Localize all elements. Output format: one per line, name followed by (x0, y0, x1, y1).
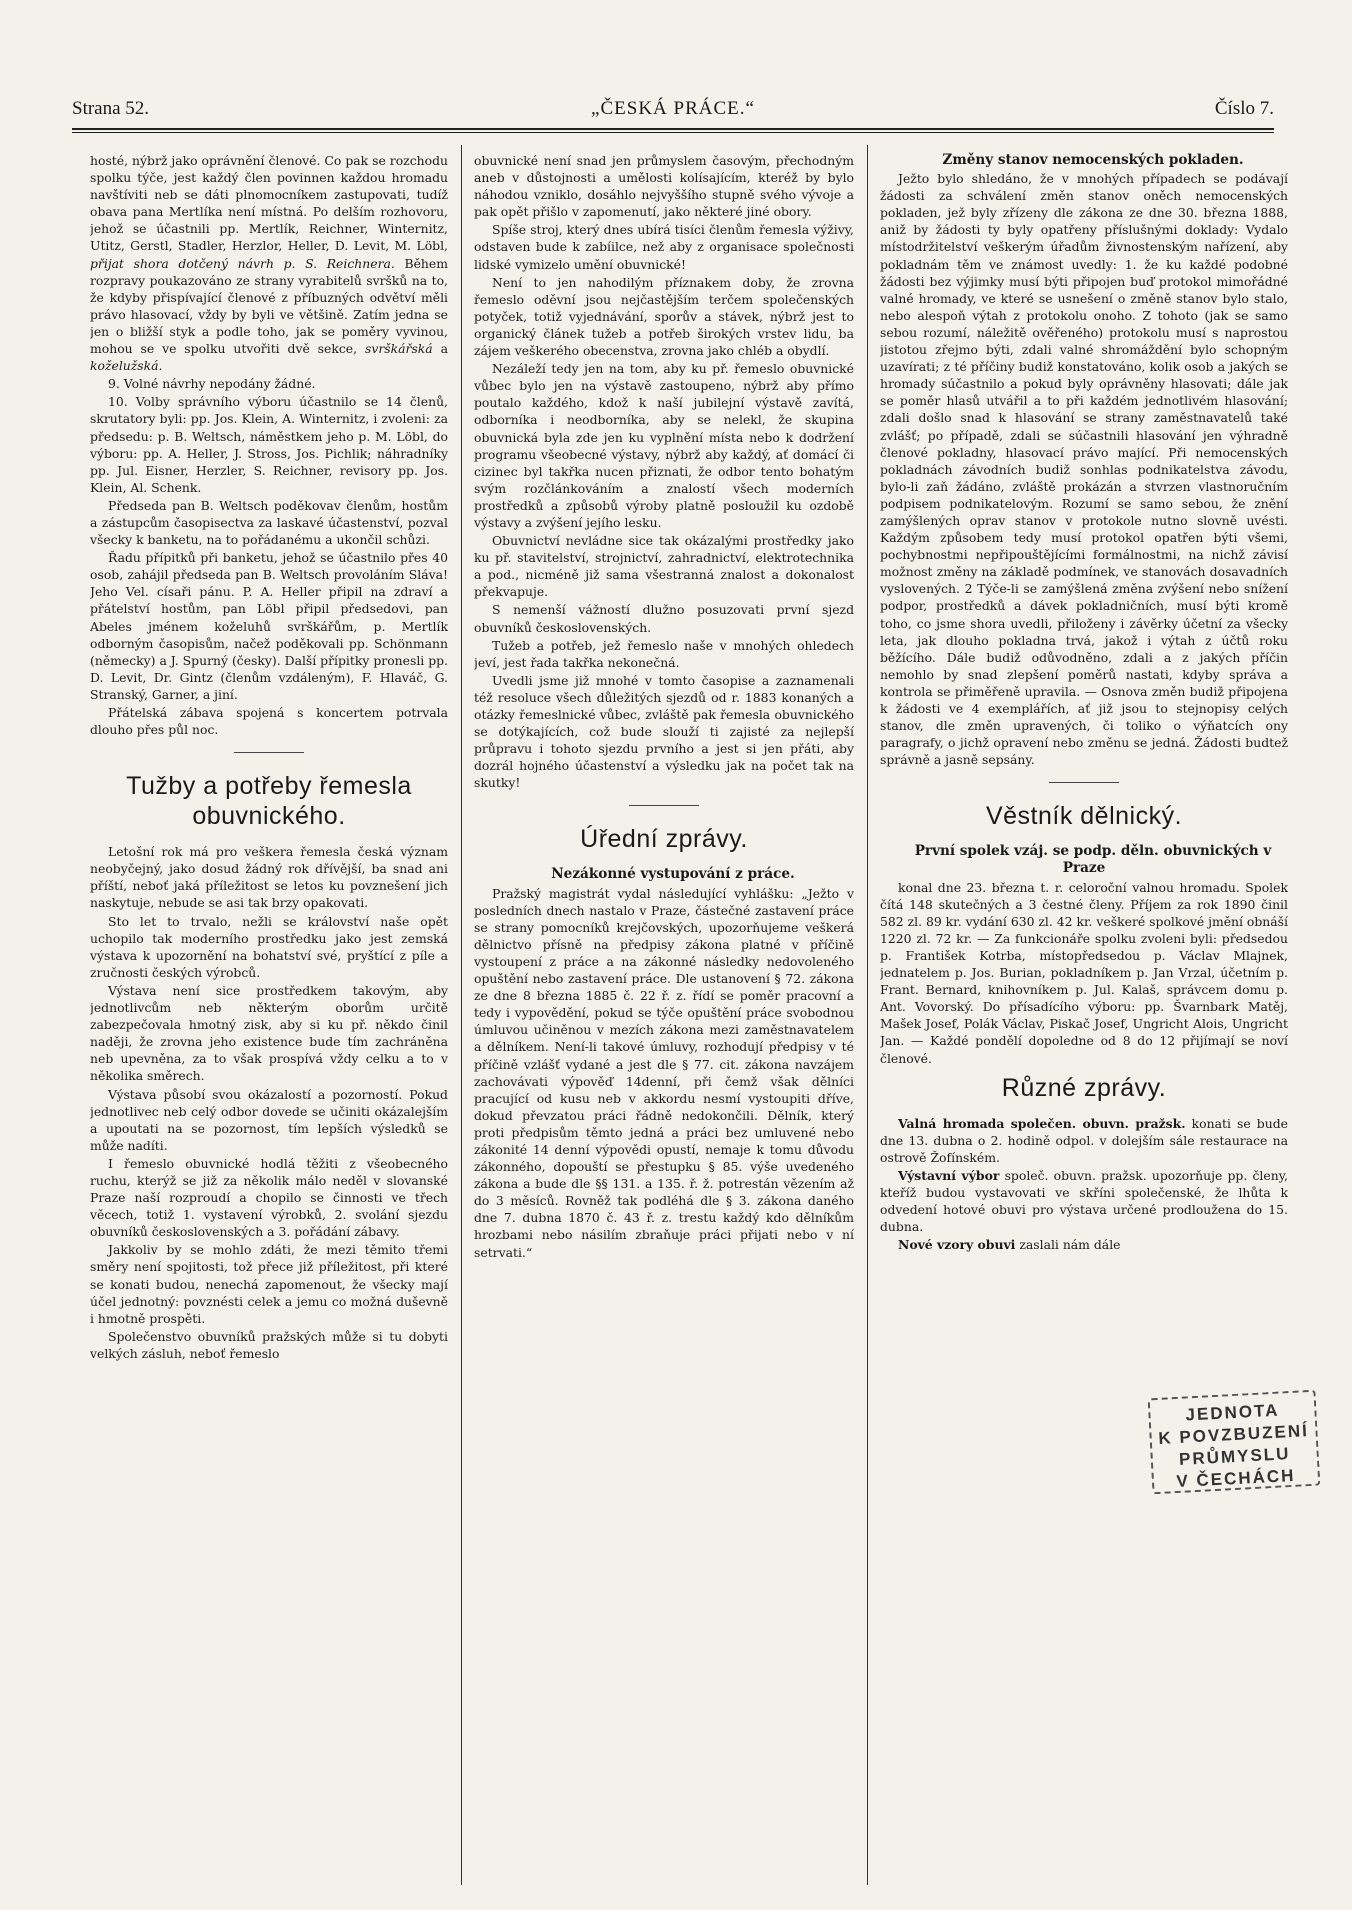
report-paragraph: 9. Volné návrhy nepodány žádné. (108, 376, 316, 392)
header-rule (72, 128, 1274, 130)
column-2 (474, 152, 854, 1882)
report-paragraph: Předseda pan B. Weltsch poděkovav členům, hostům a zástupcům časopisectva za laskavé účastenství, pozval všecky k banketu, na to pořádanému a ukončil schůzi. (90, 497, 448, 548)
section-title-ruzne: Různé zprávy. (1001, 1073, 1167, 1102)
article-title-tuzby: Tužby a potřeby řemesla obuvnického. (126, 772, 412, 831)
article-paragraph: Uvedli jsme již mnohé v tomto časopise a zaznamenali též resoluce všech důležitých sjezdů od r. 1883 konaných a otázky řemeslnické vůbec, zvláště pak řemesla obuvnického se dotýkajících, což bude slouží ti zajisté za nejlepší průpravu i tohoto sjezdu prvního a jest si jen přáti, aby dozrál hojného účastenství a výsledku jak na počet tak na skutky! (474, 672, 854, 791)
article-paragraph: konal dne 23. března t. r. celoroční valnou hromadu. Spolek čítá 148 skutečných a 3 čestné členy. Příjem za rok 1890 činil 582 zl. 89 kr. vydání 630 zl. 42 kr. veškeré spolkové jmění obnáší 1220 zl. 72 kr. — Za funkcionáře spolku zvoleni byli: předsedou p. František Kotrba, místopředsedou p. Václav Mlajnek, jednatelem p. Jos. Burian, pokladníkem p. Jan Vrzal, účetním p. Frant. Bernard, knihovníkem p. Jul. Kalaš, správcem domu p. Ant. Vovorský. Do přísadícího výboru: pp. Švarnbark Matěj, Mašek Josef, Polák Václav, Piskač Josef, Ungricht Alois, Ungricht Jan. — Každé pondělí dopoledne od 8 do 12 přijímají se noví členové. (880, 879, 1288, 1066)
subheading-prvni-spolek: První spolek vzáj. se podp. děln. obuvnických v Praze (914, 843, 1272, 877)
section-separator (629, 805, 699, 806)
section-title-vestnik: Věstník dělnický. (985, 802, 1183, 831)
news-item: Valná hromada společen. obuvn. pražsk. konati se bude dne 13. dubna o 2. hodině odpol. v dolejším sále restaurace na ostrově Žofínském. (880, 1115, 1288, 1165)
section-title-uredni: Úřední zprávy. (580, 825, 748, 854)
article-paragraph: Sto let to trvalo, nežli se království naše opět uchopilo tak moderního prostředku jako jest zemská výstava k upozornění na bohatství své, pryštící z píle a zručnosti českých výrobců. (90, 913, 448, 980)
article-paragraph: Tužeb a potřeb, jež řemeslo naše v mnohých ohledech jeví, jest řada takřka nekonečná. (474, 637, 854, 670)
article-paragraph: obuvnické není snad jen průmyslem časovým, přechodným aneb v důstojnosti a umělosti kolísajícím, kteréž by bylo náhodou vzniklo, dosáhlo nejvyššího stupně svého vývoje a pak opět přišlo v zapomenutí, jako některé jiné obory. (474, 153, 854, 220)
report-paragraph: 10. Volby správního výboru účastnilo se 14 členů, skrutatory byli: pp. Jos. Klein, A. Winternitz, i zvoleni: za předsedu: p. B. Weltsch, náměstkem jeho p. M. Löbl, do výboru: pp. A. Heller, J. Stross, Jos. Pichlik; náhradníky pp. Jul. Eisner, Herzler, S. Reichner, revisory pp. Jos. Klein, Al. Schenk. (90, 394, 448, 495)
stamp-line: PRŮMYSLU (1178, 1444, 1291, 1469)
article-paragraph: Pražský magistrát vydal následující vyhlášku: „Ježto v posledních dnech nastalo v Praze, částečné zastavení práce se strany pomocníků krejčovských, upozorňujeme veškerá dělnictvo přísně na předpisy zákona platné v příčině vystoupení z práce a na zákonné následky nedovoleného opuštění nebo zastavení práce. Dle ustanovení § 72. zákona ze dne 8 března 1885 č. 22 ř. z. řídí se poměr pracovní a tedy i vypovědění, pokud se týče opuštění práce svobodnou úmluvou učiněnou v mezích zákona mezi zaměstnavatelem a dělníkem. Není-li takové úmluvy, rozhodují předpisy v té příčině vzlášť vydané a jest dle § 77. cit. zákona navzájem zachovávati výpověď 14denní, při čemž však dělníci pracující od kusu neb v akkordu nesmí vystoupiti dříve, dokud převzatou práci řádně nedokončili. Dělník, který proti předpisům těmto jedná a práci bez umluvené nebo zákonité 14 denní výpovědi opustí, nemaje k tomu důvodu zákonného, dopouští se přestupku § 85. výše uvedeného zákona a bude dle §§ 131. a 135. ř. ž. potrestán vězením až do 3 měsíců. Rovněž tak podléhá dle § 3. zákona daného dne 7. dubna 1870 č. 43 ř. z. trestu každý kdo dělníkům hrozbami nebo násilím zbraňuje práci přijati nebo v ní setrvati.“ (474, 885, 854, 1260)
journal-title: „ČESKÁ PRÁCE.“ (591, 98, 755, 119)
report-paragraph: Řadu přípitků při banketu, jehož se účastnilo přes 40 osob, zahájil předseda pan B. Weltsch provoláním Sláva! Jeho Vel. císaři pánu. P. A. Heller připil na zdraví a přátelství hostům, pan Löbl připil předsedovi, pan Abeles jménem koželuhů svrškářům, p. Mertlík odborným časopisům, načež poděkovali pp. Schönmann (německy) a J. Spurný (česky). Další přípitky pronesli pp. D. Levit, Dr. Gintz (členům vzdáleným), F. Hlaváč, G. Stranský, Garner, a jiní. (90, 550, 448, 702)
column-1 (90, 152, 448, 1882)
stamp-line: K POVZBUZENÍ (1157, 1421, 1310, 1448)
article-paragraph: I řemeslo obuvnické hodlá těžiti z všeobecného ruchu, kterýž se již za několik málo neděl v slovanské Praze naší rozproudí a chopilo se činnosti ve třech věcech, totiž 1. vystavení výrobků, 2. svolání sjezdu obuvníků československých a 3. pořádání zábavy. (90, 1155, 448, 1240)
article-paragraph: Letošní rok má pro veškera řemesla česká význam neobyčejný, jako dosud žádný rok dřívější, ba snad ani příští, neboť jaká příležitost se letos ku povznešení jich naskytuje, nebude se asi tak brzy opakovati. (90, 844, 448, 911)
issue-number: Číslo 7. (1214, 98, 1274, 119)
library-stamp (1148, 1390, 1321, 1495)
article-paragraph: Ježto bylo shledáno, že v mnohých případech se podávají žádosti za schválení změn stanov oněch nemocenských pokladen, jež byly zřízeny dle zákona ze dne 30. března 1888, aniž by žádosti ty byly opatřeny příslušnými doklady: Vydalo místodržitelství veškerým úřadům živnostenským nařízení, aby pokladnám těm ve známost uvedly: 1. že ku každé podobné žádosti bez výjimky musí býti připojen buď protokol mimořádné valné hromady, ve které se usnešení o změně stanov bylo stalo, nebo alespoň výtah z protokolu onoho. Z tohoto (jak se samo sebou rozumí, náležitě ověřeného) protokolu musí s naprostou jistotou zřejmo býti, zdali valné shromáždění bylo schopným uzavírati; z té příčiny budiž konstatováno, kolik osob a jakých se hromady súčastnilo a pokud byly oprávněny hlasovati; dále jak se poměr hlasů utvářil a to při každém jednotlivém hlasování; zdali došlo snad k hlasování se strany zaměstnavatelů také zvlášť; po případě, zdali se súčastnili hlasování jen výhradně členové pokladny, hlasovací právo mající. Při nemocenských pokladnách závodních budiž sonhlas podnikatelstva závodu, bylo-li zaň žádáno, zvláště prokázán a stvrzen vlastnoručním podpisem podnikatelovým. Rozumí se samo sebou, že znění zamýšlených oprav stanov v protokole nutno slovně uvésti. Každým způsobem tedy musí protokol opatřen býti všemi, pochybnostmi nepřipouštějícími formálnostmi, na nichž závisí možnost změny na základě podmínek, ve stanovách dosavadních vyslovených. 2 Týče-li se zamýšlená změna zvýšení nebo snížení podpor, prostředků a dávek pokladničních, musí býti kromě toho, co jsme shora uvedli, přiloženy i závěrky účetní za všecky leta, jak dlouho pokladna trvá, jakož i výtah z účtů roku běžícího. Dále budiž odůvodněno, zdali a z jakých příčin nemohlo by snad zlepšení poměrů nastati, kdyby správa a kontrola se přiměřeně upravila. — Osnova změn budiž připojena k žádosti ve 4 exemplářích, ať již jsou to stejnopisy celých stanov, dle změn upravených, či toliko o výňatcích ony paragrafy, o jichž opravení nebo změnu se jedná. Žádosti budtež správně a jasně sepsány. (880, 171, 1288, 768)
news-item: Výstavní výbor společ. obuvn. pražsk. upozorňuje pp. členy, kteříž budou vystavovati ve skříni společenské, že lhůta k odvedení hotové obuvi pro výstava určené prodloužena do 15. dubna. (880, 1167, 1288, 1235)
subheading-nezakonne: Nezákonné vystupování z práce. (551, 866, 795, 883)
article-paragraph: Nezáleží tedy jen na tom, aby ku př. řemeslo obuvnické vůbec bylo jen na výstavě zastoupeno, nýbrž aby přímo poutalo každého, kdož k naší jubilejní výstavě zavítá, odborníka i neodborníka, aby se nelekl, že skupina obuvnická byla zde jen ku vyplnění místa nebo k dodržení programu všeobecné výstavy, nýbrž aby každý, ať domácí či cizinec byl takřka nucen přiznati, že odbor tento bohatým svým rozčlánkováním a znalostí všech moderních prostředků a způsobů výroby platně posloužil ku ozdobě výstavy a zvýšení jejího lesku. (474, 361, 854, 530)
column-3 (880, 152, 1288, 1882)
article-paragraph: Není to jen nahodilým příznakem doby, že zrovna řemeslo oděvní jsou nejčastějším terčem společenských potyček, totiž vyjednávání, sporův a stávek, nýbrž jest to organický článek tužeb a potřeb širokých vrstev lidu, ba zájem veškerého obecenstva, zrovna jako chléb a obydlí. (474, 274, 854, 359)
page-number: Strana 52. (72, 98, 150, 119)
article-paragraph: Spíše stroj, který dnes ubírá tisíci členům řemesla výživy, odstaven bude k zabíilce, než aby z organisace společnosti lidské vymizelo umění obuvnické! (474, 222, 854, 272)
article-paragraph: Obuvnictví nevládne sice tak okázalými prostředky jako ku př. stavitelství, strojnictví, zahradnictví, elektrotechnika a pod., nicméně již sama všestranná znalost a dokonalost překvapuje. (474, 533, 854, 600)
subheading-zmeny-stanov: Změny stanov nemocenských pokladen. (942, 152, 1244, 168)
article-paragraph: Výstava působí svou okázalostí a pozorností. Pokud jednotlivec neb celý odbor dovede se učiniti okázalejším a upoutati na se pozornost, tím lepších výsledků se může nadíti. (90, 1086, 448, 1153)
news-item: Nové vzory obuvi zaslali nám dále (898, 1237, 1121, 1253)
article-paragraph: Jakkoliv by se mohlo zdáti, že mezi těmito třemi směry není spojitosti, tož přece již příležitost, při které se konati budou, nenechá zapomenout, že všecky mají účel jednotný: povznésti celek a jemu co možná duševně i hmotně prospěti. (90, 1242, 448, 1326)
header-rule-thin (72, 132, 1274, 133)
article-paragraph: Společenstvo obuvníků pražských může si tu dobyti velkých zásluh, neboť řemeslo (90, 1328, 448, 1361)
report-paragraph: Přátelská zábava spojená s koncertem potrvala dlouho přes půl noc. (90, 705, 448, 738)
column-divider-2 (867, 145, 868, 1885)
stamp-line: JEDNOTA (1185, 1400, 1280, 1425)
page-header (72, 98, 1274, 126)
report-paragraph: hosté, nýbrž jako oprávnění členové. Co pak se rozchodu spolku týče, jest každý člen povinnen každou hromadu navštíviti neb se dáti plnomocníkem zastupovati, tudíž obava pana Mertlíka není místná. Po delším rozhovoru, jehož se účastnili pp. Mertlík, Reichner, Winternitz, Utitz, Gerstl, Stadler, Herzlor, Heller, D. Levit, M. Löbl, přijat shora dotčený návrh p. S. Reichnera. Během rozpravy poukazováno ze strany vyrabitelů svršků na to, že kdyby přispívající členové z příbuzných odvětví měli právo hlasovací, vždy by byli ve většině. Zatím jedna se jen o bližší styk a podle toho, jak se poměry vyvinou, mohou se ve spolku utvořiti dvě sekce, svrškářská a koželužská. (90, 153, 448, 374)
section-separator (1049, 782, 1119, 783)
column-divider-1 (461, 145, 462, 1885)
stamp-line: V ČECHÁCH (1175, 1465, 1296, 1492)
section-separator (234, 752, 304, 753)
article-paragraph: Výstava není sice prostředkem takovým, aby jednotlivcům neb některým oborům určitě zabezpečovala hmotný zisk, aby si ku př. někdo činil naději, že zrovna jeho existence bude tím zachráněna neb upevněna, za to však prospívá vždy celku a to v několika směrech. (90, 982, 448, 1084)
article-paragraph: S nemenší vážností dlužno posuzovati první sjezd obuvníků československých. (474, 602, 854, 635)
